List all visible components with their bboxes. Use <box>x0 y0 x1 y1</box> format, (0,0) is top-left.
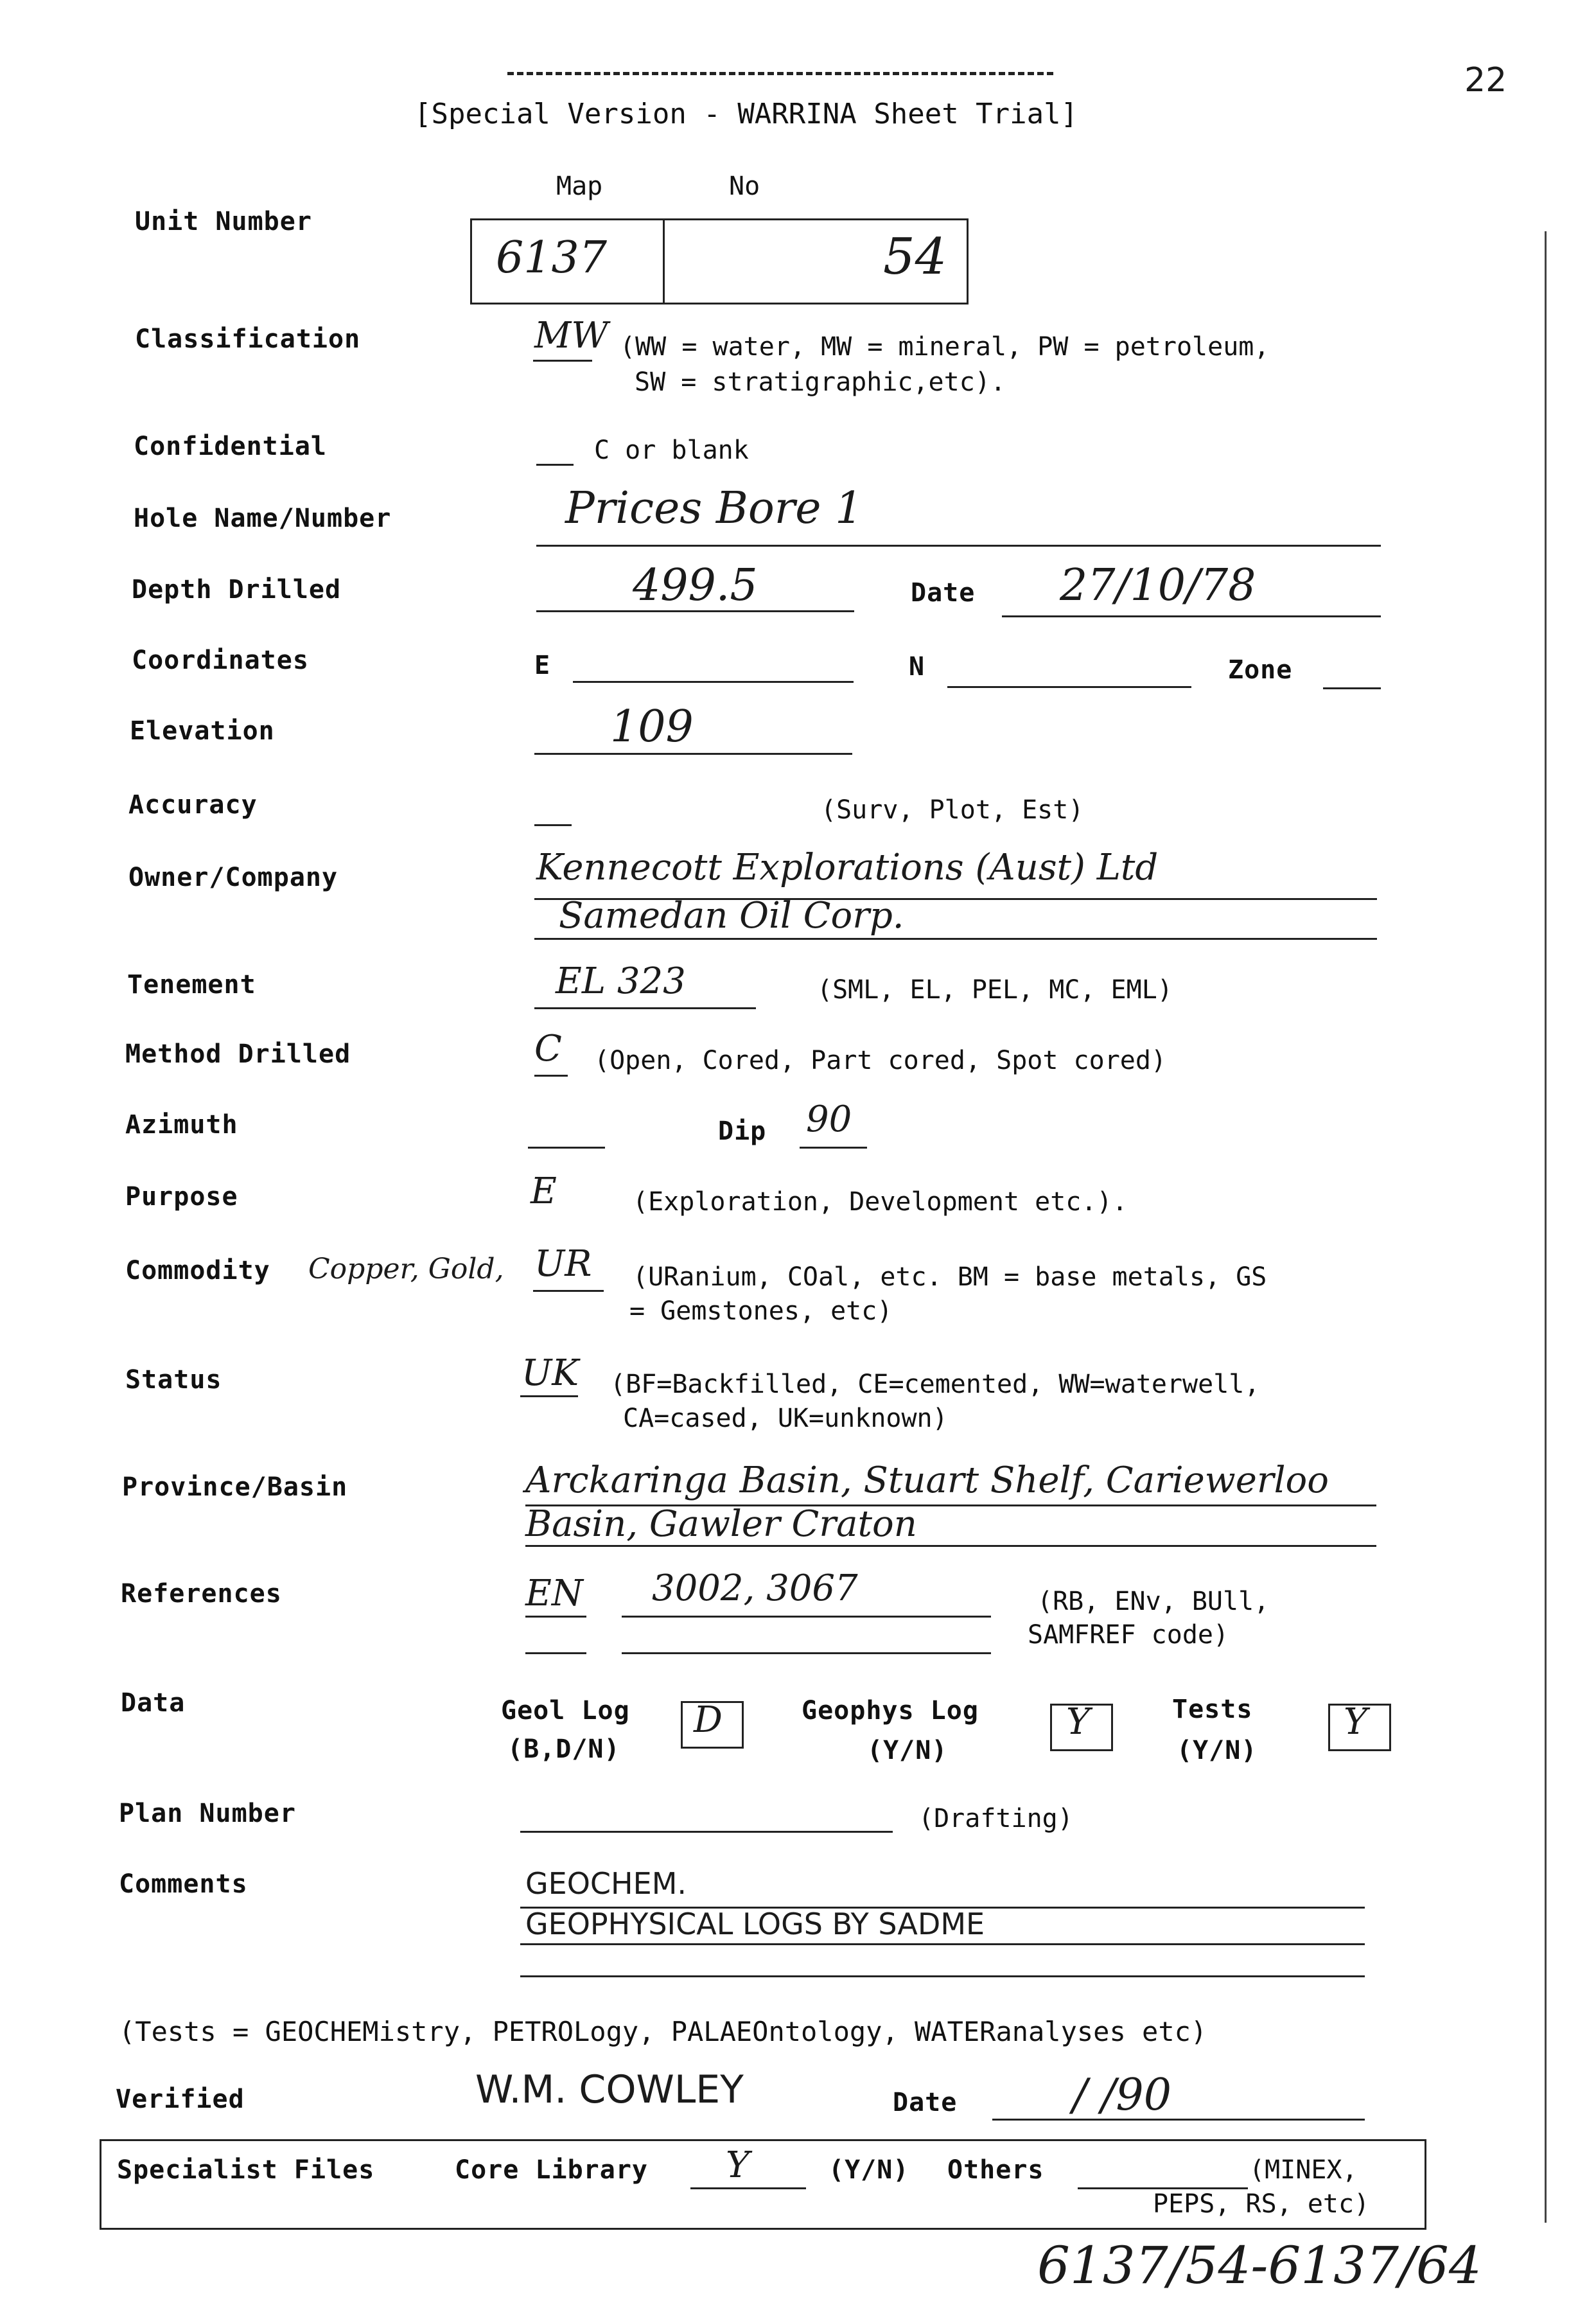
classification-label: Classification <box>135 324 361 354</box>
plan-number-field[interactable] <box>520 1831 893 1833</box>
azimuth-field[interactable] <box>528 1147 605 1149</box>
coordinates-label: Coordinates <box>132 646 309 675</box>
elevation-value[interactable]: 109 <box>610 701 694 752</box>
verified-date-value[interactable]: / /90 <box>1073 2070 1171 2121</box>
classification-hint-1: (WW = water, MW = mineral, PW = petroleum, <box>620 332 1270 362</box>
comments-label: Comments <box>119 1869 248 1899</box>
core-library-hint: (Y/N) <box>829 2155 909 2185</box>
purpose-value[interactable]: E <box>531 1170 557 1212</box>
province-line1[interactable]: Arckaringa Basin, Stuart Shelf, Cariewerloo <box>525 1460 1329 1501</box>
header-title: [Special Version - WARRINA Sheet Trial] <box>414 98 1078 130</box>
commodity-label: Commodity <box>125 1256 270 1285</box>
geol-log-label: Geol Log <box>501 1696 630 1725</box>
province-label: Province/Basin <box>122 1472 348 1502</box>
geophys-log-hint: (Y/N) <box>867 1736 948 1765</box>
commodity-annotation: Copper, Gold, <box>308 1253 504 1285</box>
owner-label: Owner/Company <box>128 863 338 892</box>
commodity-hint-2: = Gemstones, etc) <box>629 1296 893 1326</box>
others-hint-1: (MINEX, <box>1249 2155 1358 2185</box>
owner-line2[interactable]: Samedan Oil Corp. <box>559 895 904 937</box>
core-library-label: Core Library <box>455 2155 648 2185</box>
dip-label: Dip <box>718 1116 767 1146</box>
tenement-hint: (SML, EL, PEL, MC, EML) <box>817 975 1173 1005</box>
core-library-value[interactable]: Y <box>726 2144 750 2186</box>
specialist-files-label: Specialist Files <box>117 2155 375 2185</box>
elevation-line <box>534 753 852 755</box>
scan-edge <box>1545 231 1547 2223</box>
tenement-label: Tenement <box>127 970 256 1000</box>
geol-log-value[interactable]: D <box>694 1699 723 1741</box>
tests-value[interactable]: Y <box>1344 1701 1367 1743</box>
unit-number-label: Unit Number <box>135 207 312 236</box>
comments-line1[interactable]: GEOCHEM. <box>525 1866 687 1901</box>
references-numbers[interactable]: 3002, 3067 <box>652 1567 858 1609</box>
dip-underline <box>800 1147 867 1149</box>
date-line <box>1002 615 1381 617</box>
plan-number-label: Plan Number <box>119 1799 296 1828</box>
commodity-hint-1: (URanium, COal, etc. BM = base metals, GS <box>633 1262 1267 1292</box>
hole-name-line <box>536 545 1381 547</box>
others-label: Others <box>947 2155 1044 2185</box>
easting-field[interactable] <box>573 681 854 683</box>
classification-value[interactable]: MW <box>534 315 608 357</box>
accuracy-hint: (Surv, Plot, Est) <box>821 795 1084 825</box>
page-number: 22 <box>1464 61 1507 100</box>
accuracy-field[interactable] <box>534 824 572 826</box>
method-drilled-underline <box>534 1075 568 1077</box>
plan-number-hint: (Drafting) <box>918 1804 1073 1833</box>
header-strikethrough <box>507 72 1053 80</box>
geol-log-hint: (B,D/N) <box>507 1734 620 1764</box>
hole-name-label: Hole Name/Number <box>134 504 392 533</box>
footer-handwritten: 6137/54-6137/64 <box>1037 2236 1482 2295</box>
northing-field[interactable] <box>947 686 1191 688</box>
references-prefix-rule-2 <box>525 1652 586 1654</box>
status-value[interactable]: UK <box>522 1352 579 1394</box>
method-drilled-label: Method Drilled <box>125 1039 351 1069</box>
method-drilled-hint: (Open, Cored, Part cored, Spot cored) <box>594 1046 1167 1075</box>
date-label: Date <box>911 578 976 608</box>
owner-line1[interactable]: Kennecott Explorations (Aust) Ltd <box>536 847 1159 888</box>
confidential-field[interactable] <box>536 464 574 466</box>
commodity-value[interactable]: UR <box>534 1243 592 1285</box>
tests-note: (Tests = GEOCHEMistry, PETROLogy, PALAEOntology, WATERanalyses etc) <box>119 2016 1207 2047</box>
unit-number-divider <box>663 218 665 303</box>
geophys-log-value[interactable]: Y <box>1066 1701 1090 1743</box>
others-hint-2: PEPS, RS, etc) <box>1153 2189 1370 2219</box>
commodity-underline <box>533 1290 604 1292</box>
map-header: Map <box>556 172 603 201</box>
tenement-line <box>534 1007 756 1009</box>
purpose-label: Purpose <box>125 1182 238 1212</box>
map-value[interactable]: 6137 <box>496 233 608 283</box>
no-header: No <box>729 172 760 201</box>
depth-drilled-label: Depth Drilled <box>132 575 342 604</box>
verified-date-line <box>992 2119 1365 2121</box>
no-value[interactable]: 54 <box>883 228 947 286</box>
depth-drilled-line <box>536 610 854 612</box>
province-line2-rule <box>525 1545 1376 1547</box>
method-drilled-value[interactable]: C <box>534 1028 562 1070</box>
references-numbers-rule <box>622 1616 991 1618</box>
date-value[interactable]: 27/10/78 <box>1060 560 1256 611</box>
easting-label: E <box>534 651 551 680</box>
references-prefix[interactable]: EN <box>525 1573 583 1614</box>
dip-value[interactable]: 90 <box>806 1099 852 1140</box>
tenement-value[interactable]: EL 323 <box>556 960 686 1002</box>
comments-line2[interactable]: GEOPHYSICAL LOGS BY SADME <box>525 1907 985 1941</box>
comments-line3-rule <box>520 1975 1365 1977</box>
owner-line2-rule <box>534 938 1377 940</box>
references-label: References <box>121 1579 282 1609</box>
azimuth-label: Azimuth <box>125 1110 238 1140</box>
comments-line2-rule <box>520 1943 1365 1945</box>
depth-drilled-value[interactable]: 499.5 <box>633 560 758 611</box>
tests-label: Tests <box>1172 1695 1253 1724</box>
references-hint-2: SAMFREF code) <box>1028 1620 1229 1650</box>
references-hint-1: (RB, ENv, BUll, <box>1037 1587 1270 1616</box>
data-label: Data <box>121 1688 186 1718</box>
accuracy-label: Accuracy <box>128 790 258 820</box>
core-library-line <box>690 2187 806 2189</box>
status-underline <box>520 1395 578 1397</box>
northing-label: N <box>909 652 925 682</box>
status-hint-2: CA=cased, UK=unknown) <box>623 1404 948 1433</box>
references-numbers-rule-2 <box>622 1652 991 1654</box>
tests-hint: (Y/N) <box>1177 1736 1258 1765</box>
verified-value[interactable]: W.M. COWLEY <box>475 2067 744 2112</box>
zone-label: Zone <box>1228 655 1293 685</box>
province-line2[interactable]: Basin, Gawler Craton <box>525 1503 917 1545</box>
hole-name-value[interactable]: Prices Bore 1 <box>565 483 863 534</box>
references-prefix-rule <box>525 1616 586 1618</box>
purpose-hint: (Exploration, Development etc.). <box>633 1187 1128 1217</box>
classification-hint-2: SW = stratigraphic,etc). <box>635 367 1006 397</box>
confidential-label: Confidential <box>134 432 327 461</box>
status-hint-1: (BF=Backfilled, CE=cemented, WW=waterwell, <box>610 1370 1260 1399</box>
status-label: Status <box>125 1365 222 1395</box>
verified-label: Verified <box>116 2085 245 2114</box>
confidential-hint: C or blank <box>594 436 749 465</box>
classification-underline <box>533 360 592 362</box>
verified-date-label: Date <box>893 2088 958 2117</box>
zone-field[interactable] <box>1323 687 1381 689</box>
geophys-log-label: Geophys Log <box>802 1696 979 1725</box>
elevation-label: Elevation <box>130 716 275 746</box>
